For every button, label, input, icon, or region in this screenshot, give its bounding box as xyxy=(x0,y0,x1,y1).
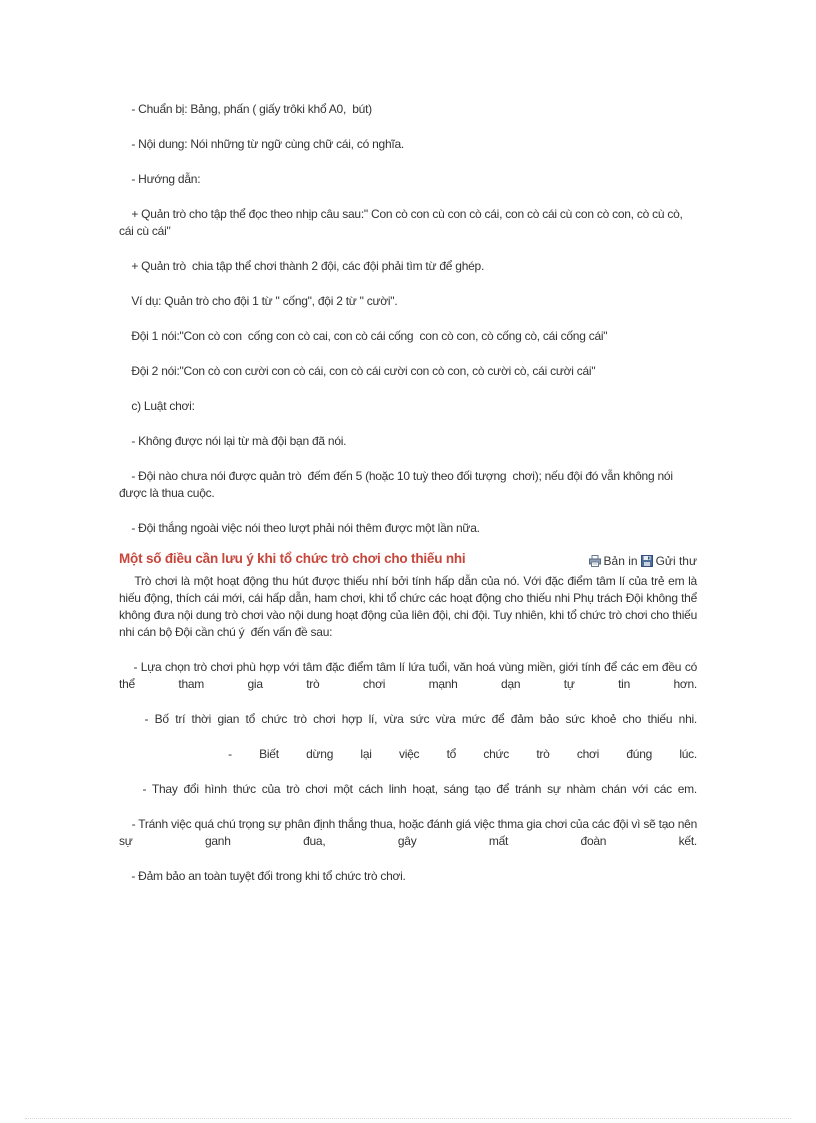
paragraph: Đội 1 nói:"Con cò con cống con cò cai, con cò cái cống con cò con, cò cống cò, cái cống cái" xyxy=(119,329,608,343)
paragraph: - Đội thắng ngoài việc nói theo lượt phải nói thêm được một lần nữa. xyxy=(119,521,480,535)
paragraph: c) Luật chơi: xyxy=(119,399,195,413)
paragraph: - Chuẩn bị: Bảng, phấn ( giấy trôki khổ A0, bút) xyxy=(119,102,372,116)
section-actions xyxy=(589,554,697,568)
paragraph: - Không được nói lại từ mà đội bạn đã nói. xyxy=(119,434,347,448)
paragraph: - Lựa chọn trò chơi phù hợp với tâm đặc điểm tâm lí lứa tuổi, văn hoá vùng miền, giới tính để các em đều có thể tham gia trò chơi mạnh dạn tự tin hơn. xyxy=(119,660,701,691)
send-mail-button[interactable] xyxy=(641,554,697,568)
paragraph: - Bố trí thời gian tổ chức trò chơi hợp lí, vừa sức vừa mức để đảm bảo sức khoẻ cho thiếu nhi. xyxy=(119,712,697,726)
paragraph: - Thay đổi hình thức của trò chơi một cách linh hoạt, sáng tạo để tránh sự nhàm chán với các em. xyxy=(119,782,697,796)
paragraph: + Quản trò cho tập thể đọc theo nhịp câu sau:" Con cò con cù con cò cái, con cò cái cù con cò con, cò cù cò, cái cù cái" xyxy=(119,207,686,238)
section-header xyxy=(119,551,697,571)
paragraph: Ví dụ: Quản trò cho đội 1 từ " cống", đội 2 từ " cười". xyxy=(119,294,398,308)
send-label: Gửi thư xyxy=(655,554,697,568)
disk-icon xyxy=(641,555,653,567)
paragraph: - Đảm bảo an toàn tuyệt đối trong khi tổ chức trò chơi. xyxy=(119,869,406,883)
print-label: Bản in xyxy=(603,554,638,568)
page-bottom-divider xyxy=(25,1118,791,1119)
paragraph: - Đội nào chưa nói được quản trò đếm đến 5 (hoặc 10 tuỳ theo đối tượng chơi); nếu đội đó vẫn không nói được là thua cuộc. xyxy=(119,469,676,500)
paragraph: - Hướng dẫn: xyxy=(119,172,201,186)
paragraph: - Tránh việc quá chú trọng sự phân định thắng thua, hoặc đánh giá việc thma gia chơi của các đội vì sẽ tạo nên sự ganh đua, gây mất đoàn kết. xyxy=(119,817,701,848)
intro-paragraph: Trò chơi là một hoạt động thu hút được thiếu nhí bởi tính hấp dẫn của nó. Với đặc điểm tâm lí của trẻ em là hiếu động, thích cái mới, cái hấp dẫn, ham chơi, khi tổ chức các hoạt động cho thiếu nhi Phụ trách Đội không thể không đưa nội dung trò chơi vào nội dung hoạt động của liên đội, chi đội. Tuy nhiên, khi tổ chức trò chơi cho thiếu nhi cán bộ Đội cần chú ý đến vấn đề sau: xyxy=(119,574,701,639)
article-content xyxy=(119,101,701,903)
section-title: Một số điều cần lưu ý khi tổ chức trò chơi cho thiếu nhi xyxy=(119,551,466,566)
printer-icon xyxy=(589,555,601,567)
paragraph: - Biết dừng lại việc tổ chức trò chơi đúng lúc. xyxy=(119,747,697,761)
paragraph: Đội 2 nói:"Con cò con cười con cò cái, con cò cái cười con cò con, cò cười cò, cái cười cái" xyxy=(119,364,596,378)
paragraph: + Quản trò chia tập thể chơi thành 2 đội, các đội phải tìm từ để ghép. xyxy=(119,259,485,273)
print-button[interactable] xyxy=(589,554,638,568)
paragraph: - Nội dung: Nói những từ ngữ cùng chữ cái, có nghĩa. xyxy=(119,137,404,151)
